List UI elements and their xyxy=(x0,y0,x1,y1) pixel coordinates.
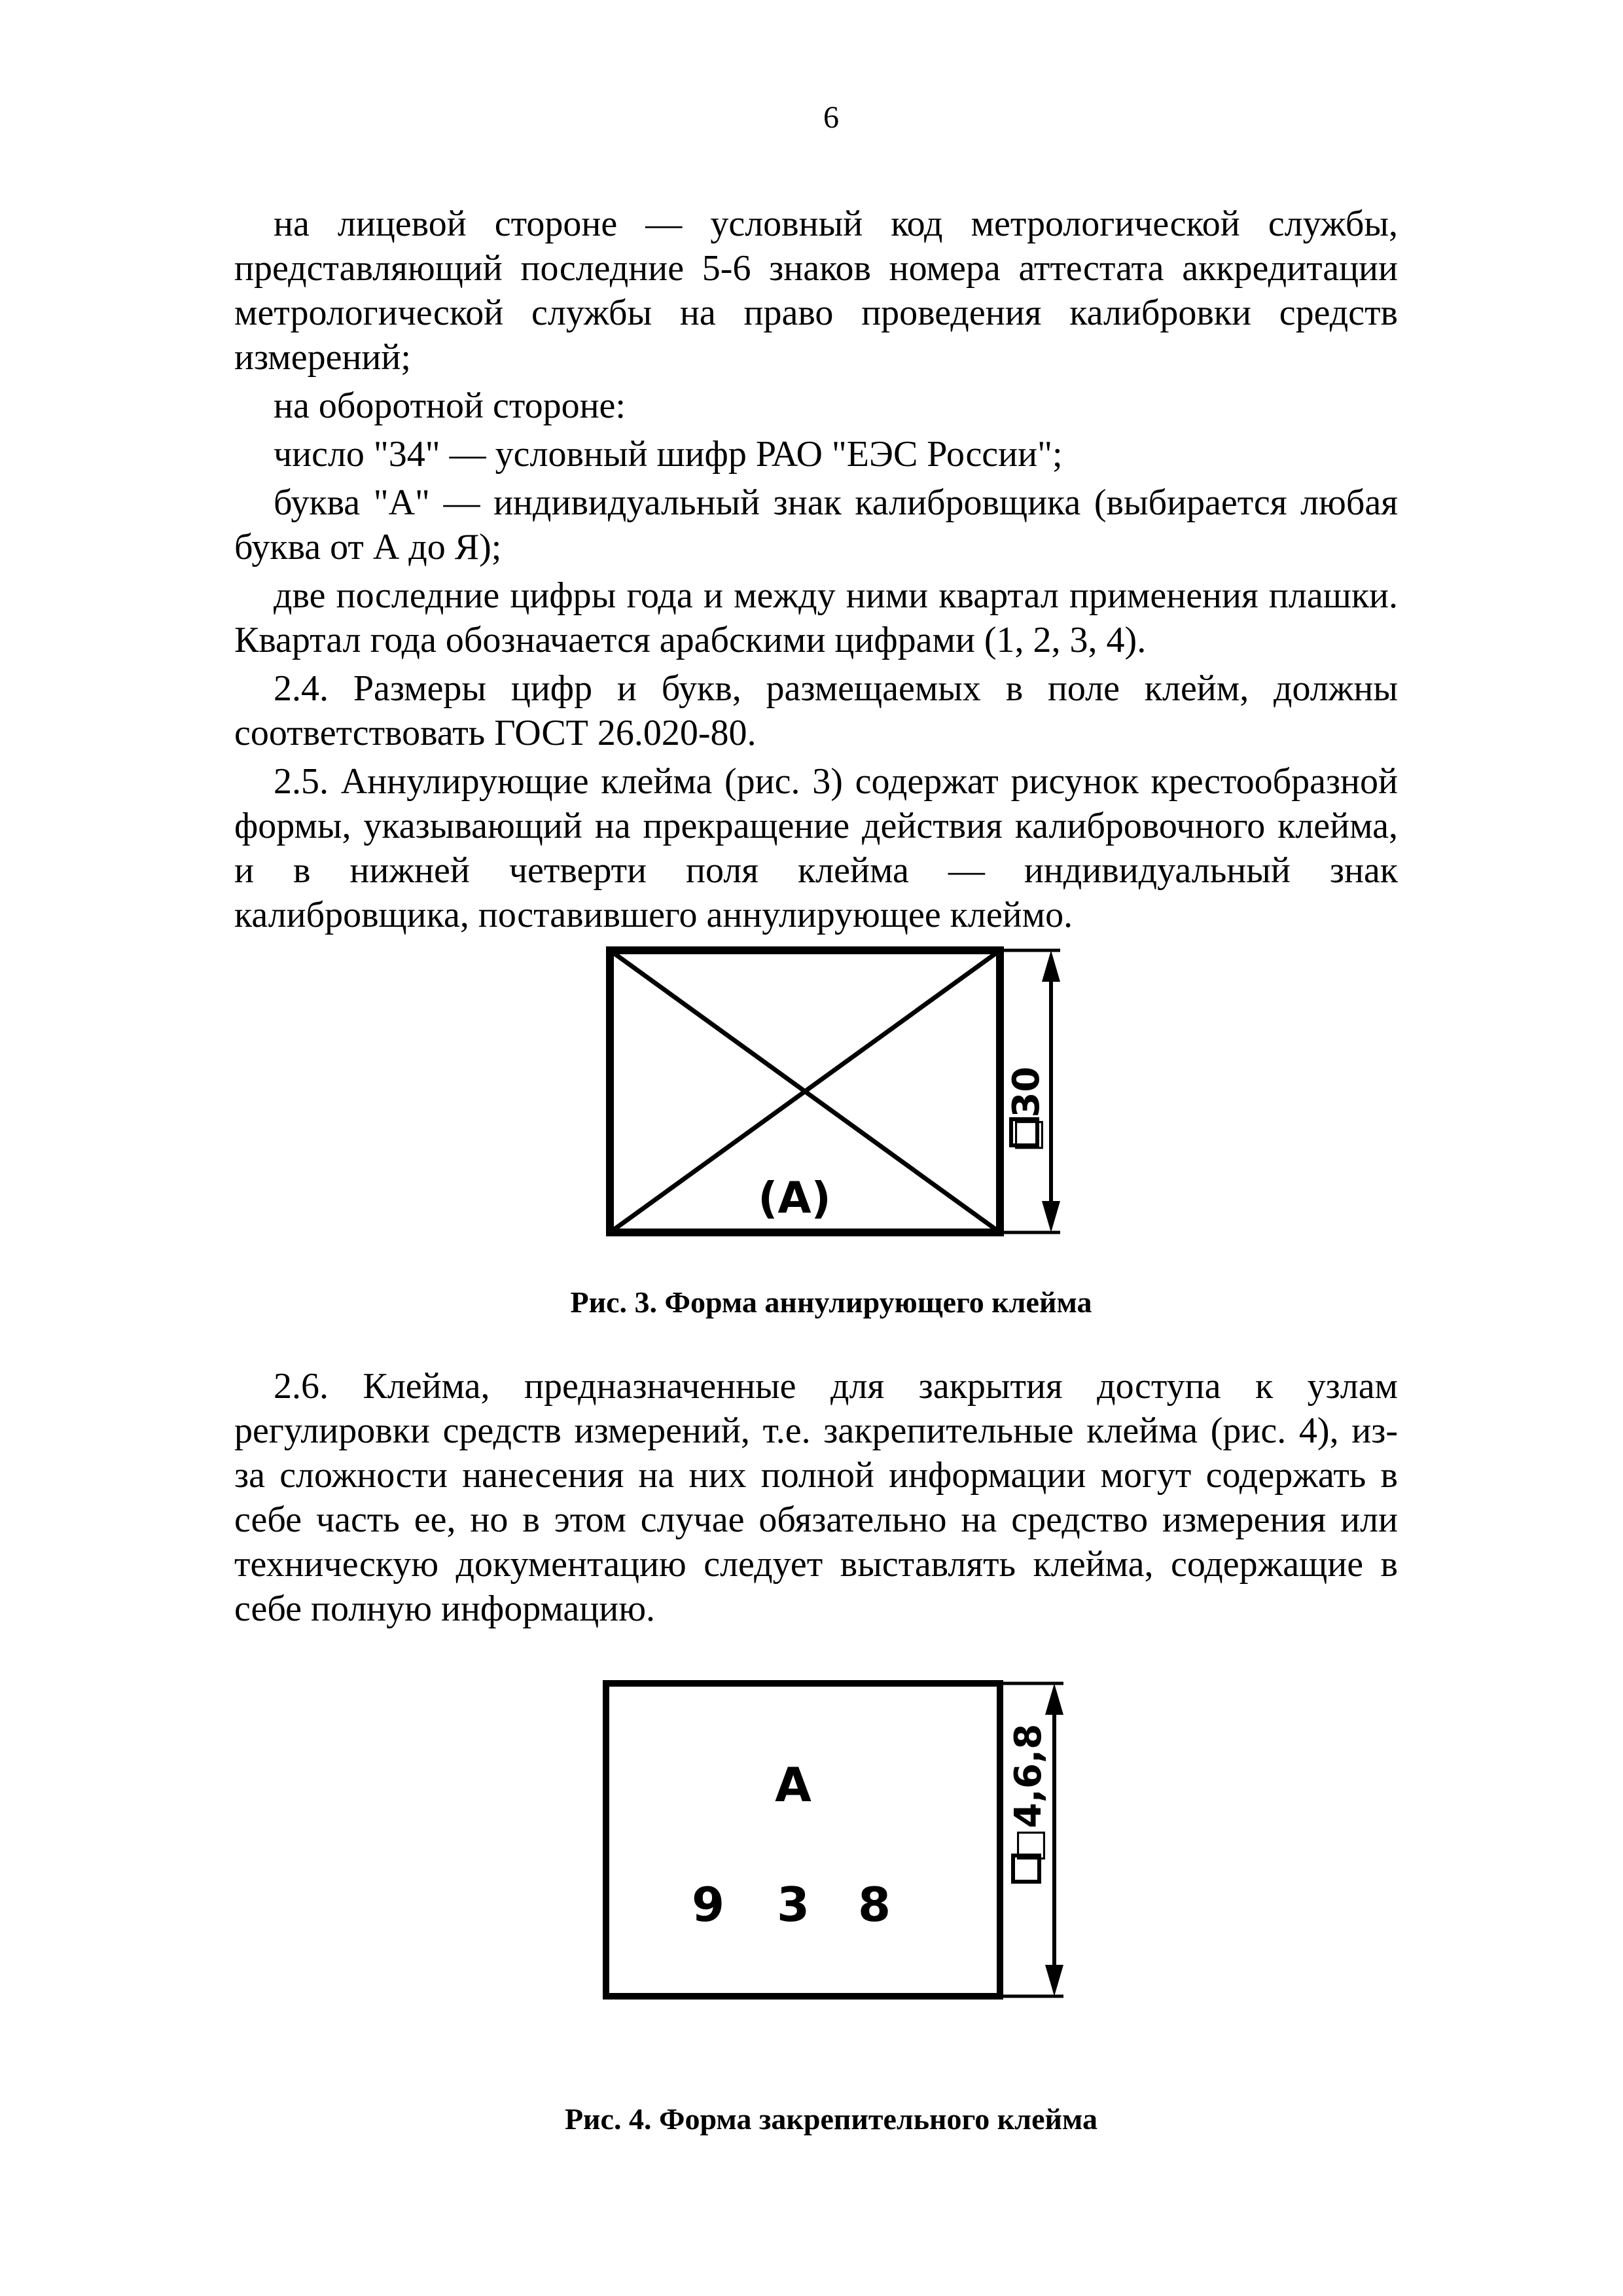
fig4-stamp-digit-1: 9 xyxy=(691,1877,725,1932)
fig4-arrow-up-icon xyxy=(1045,1683,1063,1715)
figure-3-caption: Рис. 3. Форма аннулирующего клейма xyxy=(570,1285,1092,1319)
fig3-stamp-letter: (А) xyxy=(758,1173,831,1223)
fig4-stamp-letter: А xyxy=(775,1757,812,1812)
paragraph-2-6: 2.6. Клейма, предназначенные для закрытия доступа к узлам регулировки средств измерений, т.е. закрепительные клейма (рис. 4), из-за сложности нанесения на них полной информации могут содержать в себе часть ее, но в этом случае обязательно на средство измерения или техническую документацию следует выставлять клейма, содержащие в себе полную информацию. xyxy=(234,1366,1398,1629)
paragraph-back-side: на оборотной стороне: xyxy=(274,386,626,426)
paragraph-front-side: на лицевой стороне — условный код метрологической службы, представляющий последние 5-6 знаков номера аттестата аккредитации метрологической службы на право проведения калибровки средств измерений; xyxy=(234,204,1398,378)
paragraph-number-34: число "34" — условный шифр РАО "ЕЭС России"; xyxy=(274,434,1063,475)
fig4-stamp-digit-2: 3 xyxy=(776,1877,810,1932)
fig4-dimension-label: □4,6,8 xyxy=(1007,1723,1050,1863)
fig3-dimension-label: □30 xyxy=(1005,1066,1048,1153)
paragraph-letter-a: буква "А" — индивидуальный знак калибровщика (выбирается любая буква от А до Я); xyxy=(234,482,1398,567)
paragraph-year-digits: две последние цифры года и между ними квартал применения плашки. Квартал года обозначается арабскими цифрами (1, 2, 3, 4). xyxy=(234,575,1398,660)
fig4-stamp-digit-3: 8 xyxy=(857,1877,891,1932)
fig4-stamp-frame xyxy=(606,1683,1000,1996)
paragraph-2-5: 2.5. Аннулирующие клейма (рис. 3) содержат рисунок крестообразной формы, указывающий на прекращение действия калибровочного клейма, и в нижней четверти поля клейма — индивидуальный знак калибровщика, поставившего аннулирующее клеймо. xyxy=(234,761,1398,935)
figure-4-caption: Рис. 4. Форма закрепительного клейма xyxy=(564,2102,1098,2136)
fig4-arrow-down-icon xyxy=(1045,1965,1063,1996)
paragraph-2-4: 2.4. Размеры цифр и букв, размещаемых в поле клейм, должны соответствовать ГОСТ 26.020-80. xyxy=(234,668,1398,753)
page-number: 6 xyxy=(823,100,839,135)
